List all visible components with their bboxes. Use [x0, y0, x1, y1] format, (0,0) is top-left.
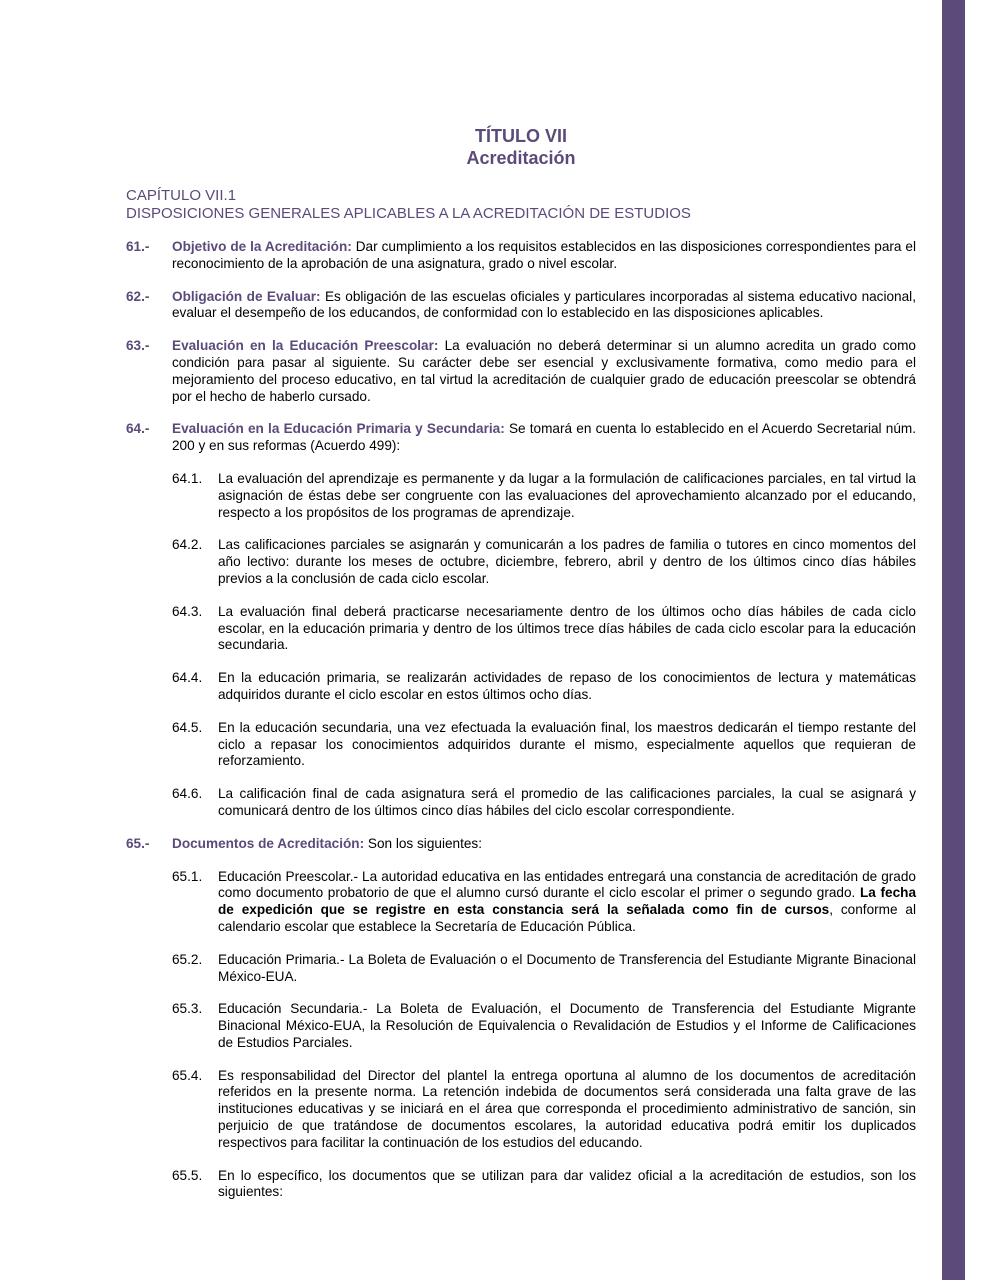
article-65	[126, 836, 916, 853]
subsection-65-5	[172, 1168, 916, 1202]
subsection-65-3	[172, 1001, 916, 1051]
subsection-number: 65.2.	[172, 951, 203, 967]
subsection-64-1	[172, 471, 916, 521]
subsection-64-6	[172, 786, 916, 820]
article-text: Se tomará en cuenta lo establecido en el Acuerdo Secretarial núm. 200 y en sus reformas (Acuerdo 499):	[172, 421, 917, 454]
article-text: Son los siguientes:	[364, 835, 482, 851]
side-decoration-bar	[942, 0, 965, 1280]
article-number: 61.-	[126, 239, 150, 254]
article-number: 63.-	[126, 338, 150, 354]
subsection-text: Es responsabilidad del Director del plantel la entrega oportuna al alumno de los documentos de acreditación referidos en la presente norma. La retención indebida de documentos será considerada una falta grave de las instituciones educativas y se iniciará en el área que corresponda el procedimiento administrativo de sanción, sin perjuicio de que tratándose de documentos escolares, la autoridad educativa podrá emitir los duplicados respectivos para facilitar la continuación de los estudios del educando.	[218, 1067, 916, 1150]
subsection-64-3	[172, 604, 916, 654]
subsection-65-1	[172, 869, 916, 936]
article-text: Es obligación de las escuelas oficiales y particulares incorporadas al sistema educativo nacional, evaluar el desempeño de los educandos, de conformidad con lo establecido en las disposiciones aplicables.	[172, 288, 916, 321]
subsection-65-2	[172, 952, 916, 986]
subsection-text: La calificación final de cada asignatura será el promedio de las calificaciones parciales, la cual se asignará y comunicará dentro de los últimos cinco días hábiles del ciclo escolar correspondiente.	[218, 786, 916, 818]
article-heading: Documentos de Acreditación:	[172, 835, 365, 851]
article-number: 62.-	[126, 288, 150, 304]
subsection-number: 64.4.	[172, 670, 203, 686]
subsection-text-end: , conforme al calendario escolar que establece la Secretaría de Educación Pública.	[218, 902, 916, 934]
article-number: 64.-	[126, 421, 150, 437]
subsection-text: En la educación primaria, se realizarán actividades de repaso de los conocimientos de lectura y matemáticas adquiridos durante el ciclo escolar en estos últimos ocho días.	[218, 670, 916, 702]
subsection-64-5	[172, 720, 916, 770]
chapter-number: CAPÍTULO VII.1	[126, 187, 237, 204]
subsection-64-2	[172, 537, 916, 587]
subsection-number: 64.3.	[172, 603, 203, 619]
subsection-text: En lo específico, los documentos que se utilizan para dar validez oficial a la acreditación de estudios, son los siguientes:	[218, 1167, 916, 1200]
subsection-number: 65.1.	[172, 868, 203, 884]
subsection-text: Educación Preescolar.- La autoridad educativa en las entidades entregará una constancia de acreditación de grado como documento probatorio de que el alumno cursó durante el ciclo escolar el primer o segundo grado.	[218, 868, 916, 901]
chapter-title: DISPOSICIONES GENERALES APLICABLES A LA ACREDITACIÓN DE ESTUDIOS	[126, 205, 691, 222]
article-heading: Evaluación en la Educación Primaria y Secundaria:	[172, 421, 505, 437]
subsection-number: 65.3.	[172, 1001, 203, 1017]
subsection-65-4	[172, 1068, 916, 1152]
article-text: La evaluación no deberá determinar si un alumno acredita un grado como condición para pasar al siguiente. Su carácter debe ser esencial y exclusivamente formativa, como medio para el mejoramiento del proceso educativo, en tal virtud la acreditación de cualquier grado de educación preescolar se obtendrá por el hecho de haberlo cursado.	[172, 338, 916, 404]
article-heading: Obligación de Evaluar:	[172, 288, 321, 304]
subsection-number: 65.4.	[172, 1067, 203, 1083]
article-61	[126, 239, 916, 273]
article-63	[126, 338, 916, 405]
subsection-text: La evaluación del aprendizaje es permanente y da lugar a la formulación de calificaciones parciales, en tal virtud la asignación de éstas debe ser congruente con las evaluaciones del aprovechamiento alcanzado por el educando, respecto a los propósitos de los programas de aprendizaje.	[218, 470, 916, 520]
article-number: 65.-	[126, 835, 150, 851]
subsection-text: En la educación secundaria, una vez efectuada la evaluación final, los maestros dedicarán el tiempo restante del ciclo a repasar los conocimientos adquiridos durante el mismo, especialmente aquellos que requieran de reforzamiento.	[218, 719, 916, 769]
subsection-number: 64.2.	[172, 537, 203, 553]
subsection-text: Educación Secundaria.- La Boleta de Evaluación, el Documento de Transferencia del Estudiante Migrante Binacional México-EUA, la Resolución de Equivalencia o Revalidación de Estudios y el Informe de Calificaciones de Estudios Parciales.	[218, 1001, 916, 1050]
article-heading: Evaluación en la Educación Preescolar:	[172, 338, 439, 354]
subsection-text: Las calificaciones parciales se asignarán y comunicarán a los padres de familia o tutores en cinco momentos del año lectivo: durante los meses de octubre, diciembre, febrero, abril y dentro de los últimos cinco días hábiles previos a la conclusión de cada ciclo escolar.	[218, 537, 916, 586]
article-text: Dar cumplimiento a los requisitos establecidos en las disposiciones correspondientes para el reconocimiento de la aprobación de una asignatura, grado o nivel escolar.	[172, 239, 917, 271]
title-name: Acreditación	[466, 148, 576, 168]
subsection-number: 64.1.	[172, 470, 203, 486]
subsection-64-4	[172, 670, 916, 704]
article-62	[126, 289, 916, 323]
document-page	[126, 125, 916, 1201]
subsection-number: 64.6.	[172, 786, 203, 802]
subsection-number: 64.5.	[172, 719, 203, 735]
title-block	[126, 125, 916, 169]
article-64	[126, 421, 916, 455]
chapter-heading	[126, 187, 916, 223]
subsection-text: Educación Primaria.- La Boleta de Evaluación o el Documento de Transferencia del Estudiante Migrante Binacional México-EUA.	[218, 951, 916, 984]
subsection-text: La evaluación final deberá practicarse necesariamente dentro de los últimos ocho días hábiles de cada ciclo escolar, en la educación primaria y dentro de los últimos trece días hábiles de cada ciclo escolar para la educación secundaria.	[218, 603, 916, 653]
subsection-number: 65.5.	[172, 1167, 203, 1183]
article-heading: Objetivo de la Acreditación:	[172, 239, 352, 254]
title-number: TÍTULO VII	[475, 126, 567, 146]
subsection-bold-text: La fecha de expedición que se registre en esta constancia será la señalada como fin de cursos	[218, 885, 917, 918]
